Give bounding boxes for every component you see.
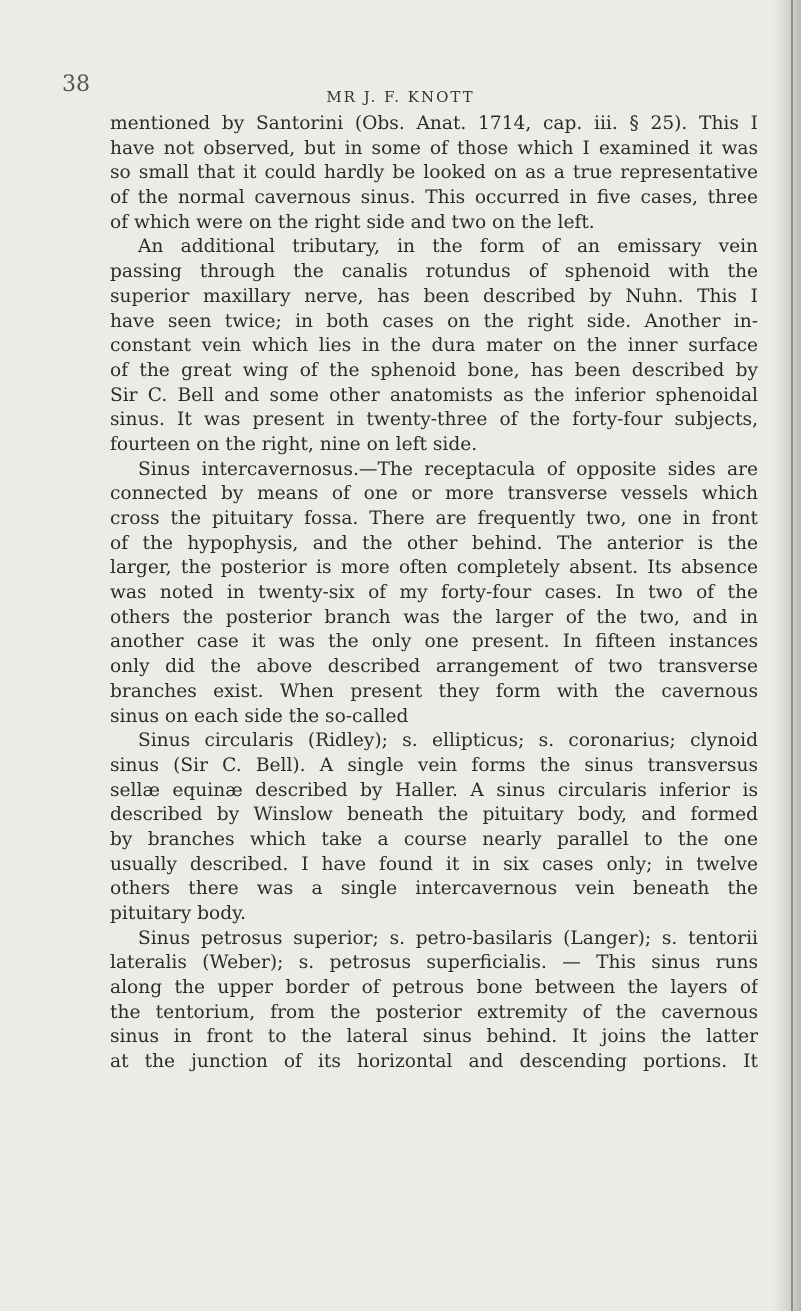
text-line: of the great wing of the sphenoid bone, has been described by [110, 359, 758, 381]
text-line: constant vein which lies in the dura mater on the inner surface [110, 335, 758, 357]
text-line: of the normal cavernous sinus. This occurred in five cases, three [110, 187, 758, 209]
section-heading-line: Sinus intercavernosus.—The receptacula of opposite sides are [138, 458, 758, 480]
text-line: at the junction of its horizontal and descending portions. It [110, 1051, 758, 1073]
text-line: superior maxillary nerve, has been described by Nuhn. This I [110, 285, 758, 307]
text-line: passing through the canalis rotundus of sphenoid with the [110, 261, 758, 283]
text-line: others there was a single intercavernous vein beneath the [110, 878, 758, 900]
text-line: was noted in twenty-six of my forty-four cases. In two of the [110, 582, 758, 604]
section-heading-line: Sinus petrosus superior; s. petro-basilaris (Langer); s. tentorii [138, 927, 758, 949]
text-line: the tentorium, from the posterior extremity of the cavernous [110, 1001, 758, 1023]
text-line: along the upper border of petrous bone between the layers of [110, 977, 758, 999]
text-line: sinus. It was present in twenty-three of the forty-four subjects, [110, 409, 758, 431]
text-line: fourteen on the right, nine on left side. [110, 433, 478, 455]
text-line: cross the pituitary fossa. There are frequently two, one in front [110, 508, 758, 529]
text-line: described by Winslow beneath the pituitary body, and formed [110, 804, 758, 826]
page-edge-shadow [773, 0, 801, 1311]
text-line: branches exist. When present they form with the cavernous [110, 680, 758, 702]
text-line: Sir C. Bell and some other anatomists as the inferior sphenoidal [110, 384, 758, 406]
text-line: usually described. I have found it in six cases only; in twelve [110, 853, 758, 875]
text-line: of which were on the right side and two on the left. [110, 211, 595, 233]
running-head: MR J. F. KNOTT [326, 88, 475, 106]
text-line: sinus in front to the lateral sinus behind. It joins the latter [110, 1026, 758, 1048]
section-heading-line: Sinus circularis (Ridley); s. ellipticus; s. coronarius; clynoid [138, 730, 758, 752]
text-line: connected by means of one or more transverse vessels which [110, 483, 758, 505]
text-line: have seen twice; in both cases on the right side. Another in- [110, 310, 758, 332]
text-line: others the posterior branch was the larger of the two, and in [110, 606, 758, 628]
text-line: sinus (Sir C. Bell). A single vein forms the sinus transversus [110, 754, 758, 776]
page-number: 38 [62, 72, 90, 97]
body-text [110, 112, 758, 1075]
text-line: so small that it could hardly be looked on as a true representative [110, 162, 758, 184]
text-line: have not observed, but in some of those which I examined it was [110, 137, 758, 159]
text-line: larger, the posterior is more often completely absent. Its absence [110, 557, 758, 579]
text-line: sinus on each side the so-called [110, 705, 409, 727]
text-line: another case it was the only one present. In fifteen instances [110, 631, 758, 653]
text-line: of the hypophysis, and the other behind. The anterior is the [110, 532, 758, 554]
text-line: sellæ equinæ described by Haller. A sinus circularis inferior is [110, 779, 758, 801]
text-line: only did the above described arrangement of two transverse [110, 656, 758, 678]
text-line: by branches which take a course nearly parallel to the one [110, 828, 758, 850]
text-line: An additional tributary, in the form of an emissary vein [138, 236, 758, 258]
page-edge-line [791, 0, 793, 1311]
text-line: lateralis (Weber); s. petrosus superficialis. — This sinus runs [110, 952, 758, 974]
text-line: mentioned by Santorini (Obs. Anat. 1714, cap. iii. § 25). This I [110, 113, 758, 134]
text-line: pituitary body. [110, 903, 247, 924]
